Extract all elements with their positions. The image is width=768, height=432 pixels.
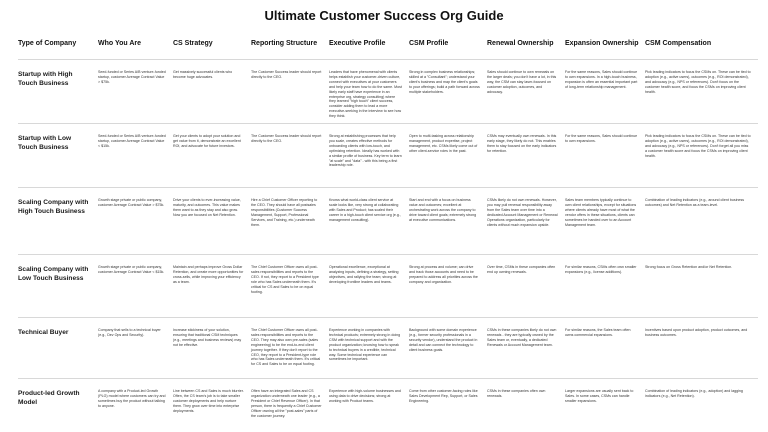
- csm-compensation-cell: Incentives based upon product adoption, product outcomes, and business outcomes.: [645, 328, 748, 337]
- company-type: Startup with High Touch Business: [18, 71, 73, 87]
- renewal-ownership-cell: CSMs in these companies likely do not own renewals - they are typically owned by the Sales team or, eventually, a dedicated Renewals or Account Management team.: [487, 328, 557, 347]
- who-you-are-cell: Seed-funded or Series A/B venture-funded startup, customer Average Contract Value < $15k.: [98, 134, 166, 148]
- header-expansion-ownership: Expansion Ownership: [565, 40, 639, 47]
- company-type: Product-led Growth Model: [18, 390, 80, 406]
- csm-profile-cell: Strong in complex business relationships; skilled at a "Consultant"; understand your client's business and map the client's goals to your offerings; build a path forward across multiple stakeholders.: [409, 70, 480, 94]
- executive-profile-cell: Knows what world-class client service at scale looks like, very strong at collaborating with Sales and Product; has scaled their career in a high-touch client service org (e.g., management consulting).: [329, 198, 401, 222]
- table-row: [18, 379, 758, 432]
- org-guide-table: [18, 34, 758, 432]
- reporting-structure-cell: The Chief Customer Officer owns all post-sales responsibilities and reports to the CEO. They may also own pre-sales (sales engineering) to be the end-to-end client journey together. If they don't report to the CEO, they report to a President-type role who has Sales underneath them. It's critical for CS and Sales to be on equal footing.: [251, 328, 321, 367]
- csm-profile-cell: Strong at process and volume; can drive and track those accounts and need to be prepared to address all priorities across the company and organization.: [409, 265, 478, 284]
- executive-profile-cell: Experience with high-volume businesses and using data to drive decisions; strong at working with Product teams.: [329, 389, 401, 403]
- header-who-you-are: Who You Are: [98, 40, 142, 47]
- table-row: [18, 60, 758, 124]
- reporting-structure-cell: Hire a Chief Customer Officer reporting to the CEO. They should have all postsales responsibilities (Customer Success Management, Support, Professional Services, and Training, etc.) underneath them.: [251, 198, 318, 227]
- who-you-are-cell: Growth stage private or public company, customer Average Contract Value > $75k.: [98, 198, 165, 207]
- header-cs-strategy: CS Strategy: [173, 40, 213, 47]
- company-type: Scaling Company with Low Touch Business: [18, 266, 89, 282]
- header-csm-profile: CSM Profile: [409, 40, 449, 47]
- table-header-row: [18, 34, 758, 60]
- table-row: [18, 318, 758, 379]
- cs-strategy-cell: Increase stickiness of your solution, ensuring that traditional CSM techniques (e.g., meetings and business reviews) may not be effective.: [173, 328, 242, 347]
- header-reporting-structure: Reporting Structure: [251, 40, 318, 47]
- header-renewal-ownership: Renewal Ownership: [487, 40, 554, 47]
- renewal-ownership-cell: Over time, CSMs in these companies often end up owning renewals.: [487, 265, 556, 274]
- expansion-ownership-cell: For the same reasons, Sales should continue to own expansions.: [565, 134, 638, 143]
- header-type-of-company: Type of Company: [18, 40, 77, 47]
- reporting-structure-cell: Often have an integrated Sales and CS organization underneath one leader (e.g., a President or Chief Revenue Officer). In that person, there is frequently a Chief Customer Officer owning all the "post-sales" parts of the customer journey.: [251, 389, 322, 418]
- csm-compensation-cell: Pick leading indicators to focus the CSMs on. These can be tied to adoption (e.g., active users), outcomes (e.g., ROI demonstrated), and advocacy (e.g., NPS or references). Don't focus on the customer health score, and focus the CSMs on improving client health.: [645, 70, 751, 94]
- renewal-ownership-cell: CSMs in these companies often own renewals.: [487, 389, 546, 398]
- expansion-ownership-cell: Larger expansions are usually sent back to Sales. In some cases, CSMs can handle smaller expansions.: [565, 389, 634, 403]
- who-you-are-cell: Seed-funded or Series A/B venture-funded startup, customer Average Contract Value > $75k.: [98, 70, 166, 84]
- who-you-are-cell: Company that sells to a technical buyer (e.g., Dev Ops and Security).: [98, 328, 161, 337]
- header-executive-profile: Executive Profile: [329, 40, 386, 47]
- who-you-are-cell: A company with a Product-led Growth (PLG) model where customers can try and sometimes buy the product without talking to anyone.: [98, 389, 166, 408]
- reporting-structure-cell: The Customer Success leader should report directly to the CEO.: [251, 134, 322, 143]
- company-type: Scaling Company with High Touch Business: [18, 199, 89, 215]
- company-type: Technical Buyer: [18, 329, 69, 336]
- csm-compensation-cell: Strong focus on Gross Retention and/or Net Retention.: [645, 265, 733, 269]
- cs-strategy-cell: Line between CS and Sales is much blurrier. Often, the CS team's job is to take smaller customer deployments and help nurture them. They grow over time into enterprise deployments.: [173, 389, 244, 413]
- csm-compensation-cell: Combination of leading indicators (e.g., around client business outcomes) and Net Retention as a team-level.: [645, 198, 745, 207]
- expansion-ownership-cell: For the same reasons, Sales should continue to own expansions. In a high-touch business, expansion is often an essential important part of long-term relationship management.: [565, 70, 638, 89]
- executive-profile-cell: Strong at establishing processes that help you scale, creates effective methods for onboarding clients with low-touch, and optimizing retention. Ideally has worked with a similar profile of business. Key term to learn "at scale" and "data" - with this being a first leadership role.: [329, 134, 402, 168]
- cs-strategy-cell: Get massively successful clients who become huge advocates.: [173, 70, 233, 79]
- header-csm-compensation: CSM Compensation: [645, 40, 712, 47]
- who-you-are-cell: Growth stage private or public company, customer Average Contract Value < $15k.: [98, 265, 165, 274]
- expansion-ownership-cell: For similar reasons, CSMs often own smaller expansions (e.g., license additions).: [565, 265, 637, 274]
- company-type: Startup with Low Touch Business: [18, 135, 72, 151]
- cs-strategy-cell: Drive your clients to ever-increasing value, maturity, and outcomes. This value makes them want to as they stay and also grow. Now you are focused on Net Retention.: [173, 198, 241, 217]
- executive-profile-cell: Operational excellence, exceptional at analyzing inputs, defining a strategy, setting objectives, and rallying the team; strong at developing frontline leaders and teams.: [329, 265, 399, 284]
- cs-strategy-cell: Maintain and perhaps improve Gross Dollar Retention, and create more opportunities for cross-sells, while improving your efficiency as a team.: [173, 265, 244, 284]
- csm-compensation-cell: Pick leading indicators to focus the CSMs on. These can be tied to adoption (e.g., active users), outcomes (e.g., ROI demonstrated), and advocacy (e.g., NPS or references). Don't forget all you miss a customer health score and focus the CSMs on improving client health.: [645, 134, 751, 158]
- renewal-ownership-cell: Sales should continue to own renewals on the larger deals; you don't have a lot, in this way, the CSM can stay laser-focused on customer adoption, outcomes, and advocacy.: [487, 70, 557, 94]
- csm-profile-cell: Start and end with a focus on business value and outcomes; excellent at orchestrating work across the company to drive toward client goals; extremely strong at executive communications.: [409, 198, 477, 222]
- table-row: [18, 124, 758, 188]
- executive-profile-cell: Leaders that have phenomenal with clients helps establish your customer-driven culture, connect with executives at your customers and help your team how to do the same. Most likely early staff have experience in an enterprise org, strategy consulting) where they learned "high touch" client success, consider adding them to lead a more executive-seeking in the interview to see how they think.: [329, 70, 402, 119]
- reporting-structure-cell: The Customer Success leader should report directly to the CEO.: [251, 70, 322, 79]
- expansion-ownership-cell: For similar reasons, the Sales team often owns commercial expansions.: [565, 328, 631, 337]
- expansion-ownership-cell: Sales team members typically continue to own client relationships, except for situations where clients already have most of what the vendor offers in these situations, clients can sometimes be handed over to an Account Management team.: [565, 198, 637, 227]
- table-row: [18, 188, 758, 255]
- cs-strategy-cell: Get your clients to adopt your solution and get value from it, demonstrate an excellent ROI, and advocate for future investors.: [173, 134, 241, 148]
- csm-profile-cell: Open to multi-tasking across relationship management, product expertise, project management, etc. CSMs likely come out of other client-service roles in the past.: [409, 134, 478, 153]
- executive-profile-cell: Experience working in companies with technical products; extremely strong in doing CSM with technical support and with the product organization; knowing how to speak to technical buyers in a credible, technical way. Some technical experience can sometimes be important.: [329, 328, 401, 362]
- table-row: [18, 255, 758, 318]
- csm-profile-cell: Background with some domain experience (e.g., former security professionals in a security vendor), understand the product in detail and can connect the technology to client business goals.: [409, 328, 478, 352]
- csm-profile-cell: Come from other customer-facing roles like Sales Development Rep, Support, or Sales Engineering.: [409, 389, 478, 403]
- page-title: Ultimate Customer Success Org Guide: [264, 8, 504, 23]
- csm-compensation-cell: Combination of leading indicators (e.g., adoption) and lagging indicators (e.g., Net Retention).: [645, 389, 743, 398]
- reporting-structure-cell: The Chief Customer Officer owns all post-sales responsibilities and reports to the CEO. If not, they report to a President type role who has Sales underneath them. It's critical for CS and Sales to be on equal footing.: [251, 265, 319, 294]
- renewal-ownership-cell: CSMs likely do not own renewals. However, you may pull renewal responsibility away from the Sales team over time into a dedicated Account Management or Renewal Operations organization, particularly for clients without much expansion upside.: [487, 198, 558, 227]
- renewal-ownership-cell: CSMs may eventually own renewals. In this early stage, they likely do not. This enables them to stay focused on the early indicators for retention.: [487, 134, 557, 153]
